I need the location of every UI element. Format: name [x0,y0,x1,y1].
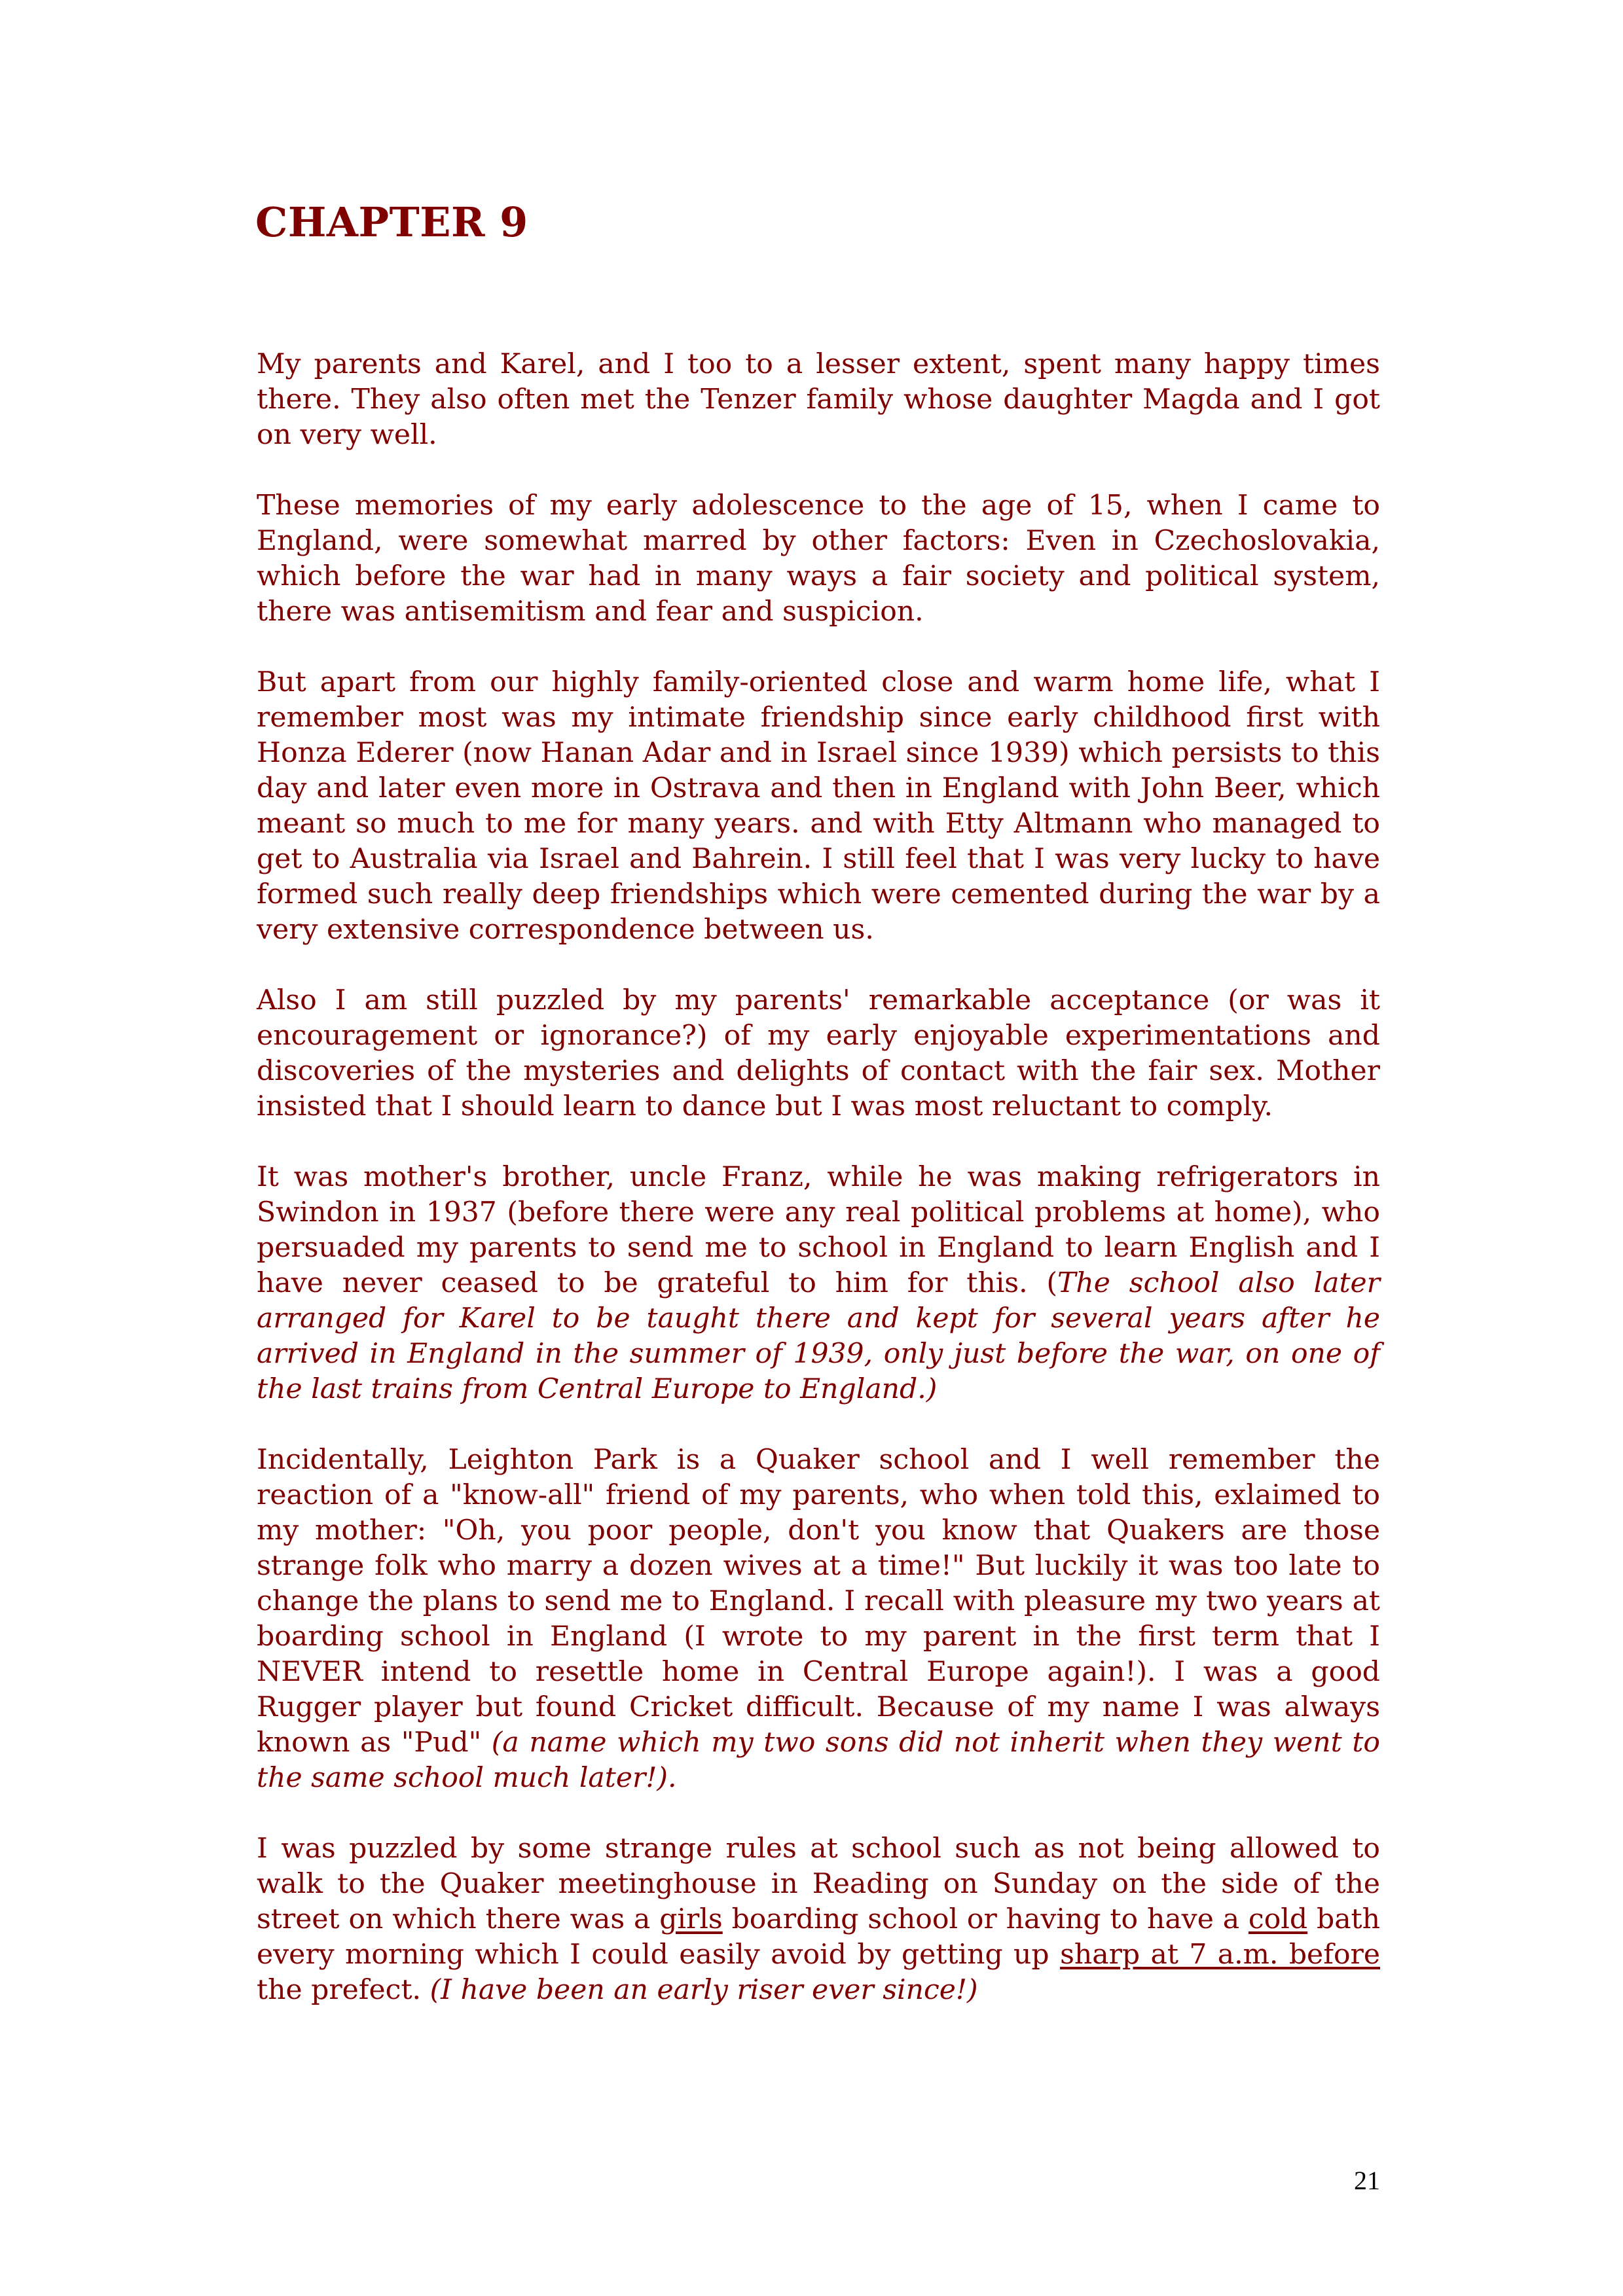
paragraph-5 [257,1160,1380,1407]
paragraph-5-italic: The school also later arranged for Karel to be taught there and kept for several years after he arrived in England in the summer of 1939, only just before the war, on one of the last trains from Central Europe to England.) [257,1267,1380,1405]
page-number: 21 [1354,2166,1380,2195]
paragraph-2: These memories of my early adolescence to the age of 15, when I came to England, were somewhat marred by other factors: Even in Czechoslovakia, which before the war had in many ways a fair society and political system, there was antisemitism and fear and suspicion. [257,490,1380,628]
paragraph-7-text-d: the prefect. [257,1974,430,2006]
paragraph-1: My parents and Karel, and I too to a lesser extent, spent many happy times there. They also often met the Tenzer family whose daughter Magda and I got on very well. [257,348,1380,451]
paragraph-7 [257,1831,1380,2008]
paragraph-7-italic: (I have been an early riser ever since!) [429,1974,978,2006]
chapter-title: CHAPTER 9 [255,198,528,246]
paragraph-3: But apart from our highly family-oriented close and warm home life, what I remember most was my intimate friendship since early childhood first with Honza Ederer (now Hanan Adar and in Israel since 1939) which persists to this day and later even more in Ostrava and then in England with John Beer, which meant so much to me for many years. and with Etty Altmann who managed to get to Australia via Israel and Bahrein. I still feel that I was very lucky to have formed such really deep friendships which were cemented during the war by a very extensive correspondence between us. [257,666,1380,946]
underlined-cold: cold [1248,1903,1308,1935]
paragraph-4: Also I am still puzzled by my parents' remarkable acceptance (or was it encouragement or ignorance?) of my early enjoyable experimentations and discoveries of the mysteries and delights of contact with the fair sex. Mother insisted that I should learn to dance but I was most reluctant to comply. [257,984,1380,1122]
paragraph-7-text-c: bath every morning which I could easily avoid by getting up [257,1903,1380,1971]
paragraph-6-text: Incidentally, Leighton Park is a Quaker school and I well remember the reaction of a "know-all" friend of my parents, who when told this, exlaimed to my mother: "Oh, you poor people, don't you know that Quakers are those strange folk who marry a dozen wives at a time!" But luckily it was too late to change the plans to send me to England. I recall with pleasure my two years at boarding school in England (I wrote to my parent in the first term that I NEVER intend to resettle home in Central Europe again!). I was a good Rugger player but found Cricket difficult. Because of my name I was always known as "Pud" [257,1444,1380,1759]
paragraph-7-text-b: boarding school or having to have a [722,1903,1249,1935]
underlined-time: sharp at 7 a.m. before [1060,1939,1380,1971]
paragraph-7-text-a: I was puzzled by some strange rules at school such as not being allowed to walk to the Quaker meetinghouse in Reading on Sunday on the side of the street on which there was a [257,1833,1380,1935]
paragraph-5-text: It was mother's brother, uncle Franz, while he was making refrigerators in Swindon in 1937 (before there were any real political problems at home), who persuaded my parents to send me to school in England to learn English and I have never ceased to be grateful to him for this. ( [257,1161,1380,1299]
paragraph-6-italic: (a name which my two sons did not inherit when they went to the same school much later!). [257,1727,1380,1794]
body-text [257,347,1380,2008]
underlined-girls: girls [659,1903,723,1935]
paragraph-6 [257,1443,1380,1796]
